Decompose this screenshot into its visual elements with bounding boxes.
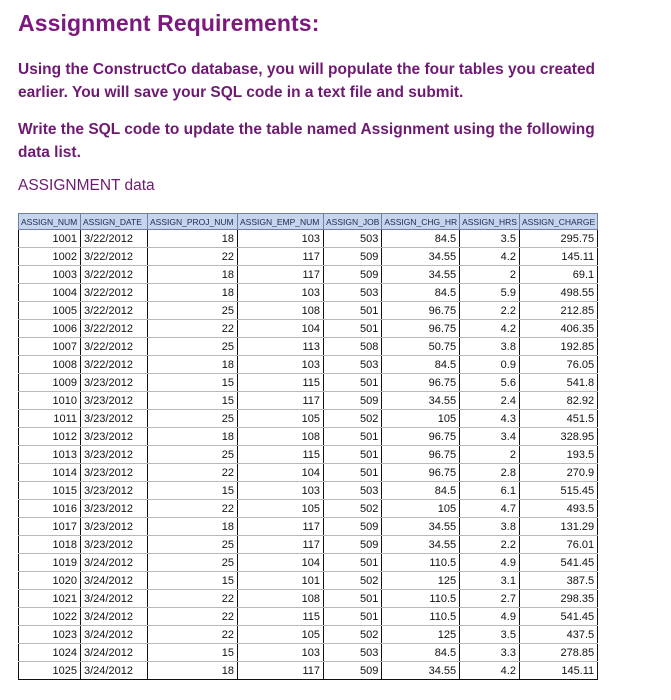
table-cell: 25 xyxy=(148,446,238,464)
table-cell: 541.45 xyxy=(519,554,597,572)
column-header: ASSIGN_CHG_HR xyxy=(382,214,460,230)
table-cell: 1018 xyxy=(19,536,81,554)
table-cell: 270.9 xyxy=(519,464,597,482)
table-cell: 2 xyxy=(460,266,520,284)
table-row xyxy=(19,356,598,374)
table-cell: 15 xyxy=(148,644,238,662)
table-cell: 84.5 xyxy=(382,356,460,374)
table-cell: 113 xyxy=(238,338,324,356)
table-cell: 509 xyxy=(324,518,382,536)
table-cell: 108 xyxy=(238,590,324,608)
table-cell: 117 xyxy=(238,536,324,554)
table-cell: 117 xyxy=(238,518,324,536)
table-cell: 18 xyxy=(148,266,238,284)
table-cell: 96.75 xyxy=(382,302,460,320)
table-cell: 503 xyxy=(324,482,382,500)
table-cell: 1003 xyxy=(19,266,81,284)
table-row xyxy=(19,410,598,428)
table-row xyxy=(19,302,598,320)
table-cell: 2.2 xyxy=(460,536,520,554)
table-cell: 503 xyxy=(324,230,382,248)
table-cell: 498.55 xyxy=(519,284,597,302)
table-cell: 4.2 xyxy=(460,320,520,338)
table-cell: 2.8 xyxy=(460,464,520,482)
table-cell: 110.5 xyxy=(382,608,460,626)
table-cell: 508 xyxy=(324,338,382,356)
table-cell: 3/24/2012 xyxy=(81,662,148,680)
table-cell: 15 xyxy=(148,572,238,590)
table-cell: 3/23/2012 xyxy=(81,482,148,500)
table-cell: 3.1 xyxy=(460,572,520,590)
table-row xyxy=(19,428,598,446)
table-cell: 509 xyxy=(324,662,382,680)
table-cell: 278.85 xyxy=(519,644,597,662)
table-cell: 501 xyxy=(324,428,382,446)
table-cell: 1004 xyxy=(19,284,81,302)
table-cell: 1016 xyxy=(19,500,81,518)
table-cell: 50.75 xyxy=(382,338,460,356)
table-cell: 96.75 xyxy=(382,464,460,482)
table-cell: 3.5 xyxy=(460,230,520,248)
table-cell: 3.5 xyxy=(460,626,520,644)
table-cell: 76.01 xyxy=(519,536,597,554)
table-cell: 3/23/2012 xyxy=(81,410,148,428)
table-cell: 1012 xyxy=(19,428,81,446)
table-cell: 3/23/2012 xyxy=(81,536,148,554)
table-cell: 509 xyxy=(324,536,382,554)
table-cell: 387.5 xyxy=(519,572,597,590)
table-row xyxy=(19,374,598,392)
table-cell: 103 xyxy=(238,230,324,248)
table-cell: 76.05 xyxy=(519,356,597,374)
table-cell: 69.1 xyxy=(519,266,597,284)
table-cell: 3/23/2012 xyxy=(81,428,148,446)
table-row xyxy=(19,392,598,410)
table-cell: 117 xyxy=(238,662,324,680)
table-cell: 1020 xyxy=(19,572,81,590)
table-cell: 2 xyxy=(460,446,520,464)
column-header: ASSIGN_NUM xyxy=(19,214,81,230)
table-cell: 493.5 xyxy=(519,500,597,518)
table-cell: 503 xyxy=(324,644,382,662)
table-cell: 34.55 xyxy=(382,536,460,554)
table-cell: 22 xyxy=(148,590,238,608)
table-row xyxy=(19,230,598,248)
table-cell: 3/23/2012 xyxy=(81,446,148,464)
table-cell: 541.8 xyxy=(519,374,597,392)
column-header: ASSIGN_JOB xyxy=(324,214,382,230)
table-cell: 18 xyxy=(148,662,238,680)
table-cell: 515.45 xyxy=(519,482,597,500)
table-cell: 34.55 xyxy=(382,518,460,536)
table-cell: 509 xyxy=(324,392,382,410)
table-cell: 110.5 xyxy=(382,554,460,572)
column-header: ASSIGN_EMP_NUM xyxy=(238,214,324,230)
table-cell: 451.5 xyxy=(519,410,597,428)
table-row xyxy=(19,500,598,518)
table-cell: 3/24/2012 xyxy=(81,554,148,572)
assignment-table-container xyxy=(18,213,598,680)
table-cell: 3.8 xyxy=(460,518,520,536)
table-row xyxy=(19,248,598,266)
table-row xyxy=(19,266,598,284)
table-cell: 3/24/2012 xyxy=(81,572,148,590)
table-row xyxy=(19,482,598,500)
table-cell: 15 xyxy=(148,374,238,392)
table-cell: 1008 xyxy=(19,356,81,374)
table-caption: ASSIGNMENT data xyxy=(18,177,155,194)
table-cell: 3/24/2012 xyxy=(81,644,148,662)
table-cell: 4.7 xyxy=(460,500,520,518)
table-cell: 34.55 xyxy=(382,662,460,680)
table-header-row xyxy=(19,214,598,230)
table-cell: 104 xyxy=(238,464,324,482)
instruction-paragraph: Write the SQL code to update the table named Assignment using the following data list. xyxy=(18,121,595,161)
table-cell: 1013 xyxy=(19,446,81,464)
table-cell: 509 xyxy=(324,248,382,266)
table-cell: 103 xyxy=(238,482,324,500)
table-cell: 2.7 xyxy=(460,590,520,608)
table-cell: 328.95 xyxy=(519,428,597,446)
table-row xyxy=(19,590,598,608)
table-cell: 18 xyxy=(148,428,238,446)
table-cell: 22 xyxy=(148,248,238,266)
table-cell: 103 xyxy=(238,356,324,374)
table-cell: 509 xyxy=(324,266,382,284)
table-cell: 96.75 xyxy=(382,374,460,392)
column-header: ASSIGN_DATE xyxy=(81,214,148,230)
table-cell: 108 xyxy=(238,302,324,320)
table-row xyxy=(19,608,598,626)
table-cell: 5.6 xyxy=(460,374,520,392)
table-row xyxy=(19,662,598,680)
table-cell: 3/24/2012 xyxy=(81,626,148,644)
table-cell: 4.9 xyxy=(460,608,520,626)
table-cell: 3/23/2012 xyxy=(81,374,148,392)
table-cell: 502 xyxy=(324,410,382,428)
table-cell: 1019 xyxy=(19,554,81,572)
table-cell: 1010 xyxy=(19,392,81,410)
table-cell: 3/24/2012 xyxy=(81,590,148,608)
table-cell: 105 xyxy=(238,626,324,644)
table-cell: 125 xyxy=(382,572,460,590)
table-row xyxy=(19,644,598,662)
table-cell: 22 xyxy=(148,320,238,338)
table-cell: 5.9 xyxy=(460,284,520,302)
table-cell: 1009 xyxy=(19,374,81,392)
table-cell: 3/22/2012 xyxy=(81,302,148,320)
table-cell: 18 xyxy=(148,356,238,374)
table-cell: 115 xyxy=(238,608,324,626)
table-cell: 15 xyxy=(148,482,238,500)
table-cell: 103 xyxy=(238,644,324,662)
table-row xyxy=(19,464,598,482)
table-cell: 4.3 xyxy=(460,410,520,428)
table-cell: 3/23/2012 xyxy=(81,518,148,536)
table-cell: 1007 xyxy=(19,338,81,356)
table-cell: 25 xyxy=(148,536,238,554)
table-cell: 105 xyxy=(238,410,324,428)
table-row xyxy=(19,626,598,644)
table-cell: 18 xyxy=(148,230,238,248)
table-cell: 3.4 xyxy=(460,428,520,446)
table-row xyxy=(19,446,598,464)
table-cell: 501 xyxy=(324,554,382,572)
table-cell: 84.5 xyxy=(382,644,460,662)
table-row xyxy=(19,518,598,536)
table-cell: 501 xyxy=(324,590,382,608)
table-cell: 502 xyxy=(324,500,382,518)
table-cell: 84.5 xyxy=(382,284,460,302)
table-cell: 541.45 xyxy=(519,608,597,626)
table-cell: 3/23/2012 xyxy=(81,500,148,518)
table-cell: 25 xyxy=(148,554,238,572)
table-row xyxy=(19,554,598,572)
table-cell: 25 xyxy=(148,410,238,428)
table-cell: 115 xyxy=(238,374,324,392)
table-cell: 3/22/2012 xyxy=(81,320,148,338)
table-cell: 1014 xyxy=(19,464,81,482)
table-row xyxy=(19,536,598,554)
assignment-table xyxy=(18,213,598,680)
table-cell: 502 xyxy=(324,572,382,590)
table-cell: 3/22/2012 xyxy=(81,338,148,356)
table-cell: 4.2 xyxy=(460,662,520,680)
table-cell: 3/22/2012 xyxy=(81,356,148,374)
table-cell: 115 xyxy=(238,446,324,464)
table-cell: 34.55 xyxy=(382,248,460,266)
table-cell: 3/22/2012 xyxy=(81,266,148,284)
table-cell: 18 xyxy=(148,284,238,302)
table-cell: 192.85 xyxy=(519,338,597,356)
table-cell: 1005 xyxy=(19,302,81,320)
table-cell: 501 xyxy=(324,446,382,464)
table-cell: 125 xyxy=(382,626,460,644)
table-cell: 84.5 xyxy=(382,230,460,248)
table-cell: 22 xyxy=(148,608,238,626)
column-header: ASSIGN_PROJ_NUM xyxy=(148,214,238,230)
table-cell: 3/22/2012 xyxy=(81,284,148,302)
table-cell: 3.8 xyxy=(460,338,520,356)
table-cell: 1011 xyxy=(19,410,81,428)
table-cell: 82.92 xyxy=(519,392,597,410)
table-cell: 503 xyxy=(324,356,382,374)
table-cell: 1024 xyxy=(19,644,81,662)
table-cell: 105 xyxy=(382,410,460,428)
table-cell: 96.75 xyxy=(382,428,460,446)
table-cell: 1025 xyxy=(19,662,81,680)
table-cell: 6.1 xyxy=(460,482,520,500)
table-cell: 145.11 xyxy=(519,248,597,266)
table-cell: 295.75 xyxy=(519,230,597,248)
table-row xyxy=(19,284,598,302)
table-cell: 22 xyxy=(148,464,238,482)
table-cell: 1023 xyxy=(19,626,81,644)
table-cell: 298.35 xyxy=(519,590,597,608)
page-title: Assignment Requirements: xyxy=(18,10,320,36)
table-cell: 502 xyxy=(324,626,382,644)
table-cell: 145.11 xyxy=(519,662,597,680)
table-cell: 96.75 xyxy=(382,320,460,338)
table-cell: 437.5 xyxy=(519,626,597,644)
table-cell: 2.4 xyxy=(460,392,520,410)
table-cell: 4.2 xyxy=(460,248,520,266)
table-cell: 0.9 xyxy=(460,356,520,374)
table-cell: 501 xyxy=(324,302,382,320)
table-cell: 108 xyxy=(238,428,324,446)
table-cell: 406.35 xyxy=(519,320,597,338)
table-cell: 3/22/2012 xyxy=(81,248,148,266)
table-cell: 1017 xyxy=(19,518,81,536)
table-cell: 501 xyxy=(324,464,382,482)
table-row xyxy=(19,320,598,338)
table-cell: 110.5 xyxy=(382,590,460,608)
table-cell: 84.5 xyxy=(382,482,460,500)
table-cell: 2.2 xyxy=(460,302,520,320)
table-cell: 96.75 xyxy=(382,446,460,464)
table-cell: 34.55 xyxy=(382,392,460,410)
intro-paragraph: Using the ConstructCo database, you will populate the four tables you created earlier. You will save your SQL code in a text file and submit. xyxy=(18,61,596,101)
table-cell: 104 xyxy=(238,554,324,572)
table-cell: 1006 xyxy=(19,320,81,338)
table-cell: 3/23/2012 xyxy=(81,392,148,410)
table-cell: 3.3 xyxy=(460,644,520,662)
table-cell: 22 xyxy=(148,626,238,644)
table-cell: 101 xyxy=(238,572,324,590)
table-cell: 104 xyxy=(238,320,324,338)
table-cell: 3/22/2012 xyxy=(81,230,148,248)
table-cell: 105 xyxy=(382,500,460,518)
table-cell: 22 xyxy=(148,500,238,518)
table-cell: 212.85 xyxy=(519,302,597,320)
table-cell: 1015 xyxy=(19,482,81,500)
table-cell: 18 xyxy=(148,518,238,536)
table-cell: 25 xyxy=(148,338,238,356)
table-cell: 117 xyxy=(238,248,324,266)
table-cell: 3/24/2012 xyxy=(81,608,148,626)
table-cell: 15 xyxy=(148,392,238,410)
table-cell: 1022 xyxy=(19,608,81,626)
table-row xyxy=(19,338,598,356)
table-cell: 3/23/2012 xyxy=(81,464,148,482)
column-header: ASSIGN_CHARGE xyxy=(519,214,597,230)
table-cell: 501 xyxy=(324,320,382,338)
table-cell: 1002 xyxy=(19,248,81,266)
column-header: ASSIGN_HRS xyxy=(460,214,520,230)
table-cell: 105 xyxy=(238,500,324,518)
table-cell: 131.29 xyxy=(519,518,597,536)
table-cell: 34.55 xyxy=(382,266,460,284)
table-cell: 1021 xyxy=(19,590,81,608)
table-cell: 503 xyxy=(324,284,382,302)
table-body xyxy=(19,230,598,680)
table-cell: 1001 xyxy=(19,230,81,248)
table-cell: 103 xyxy=(238,284,324,302)
table-row xyxy=(19,572,598,590)
table-cell: 117 xyxy=(238,392,324,410)
table-cell: 25 xyxy=(148,302,238,320)
table-cell: 501 xyxy=(324,608,382,626)
table-cell: 501 xyxy=(324,374,382,392)
table-cell: 193.5 xyxy=(519,446,597,464)
table-cell: 117 xyxy=(238,266,324,284)
table-cell: 4.9 xyxy=(460,554,520,572)
